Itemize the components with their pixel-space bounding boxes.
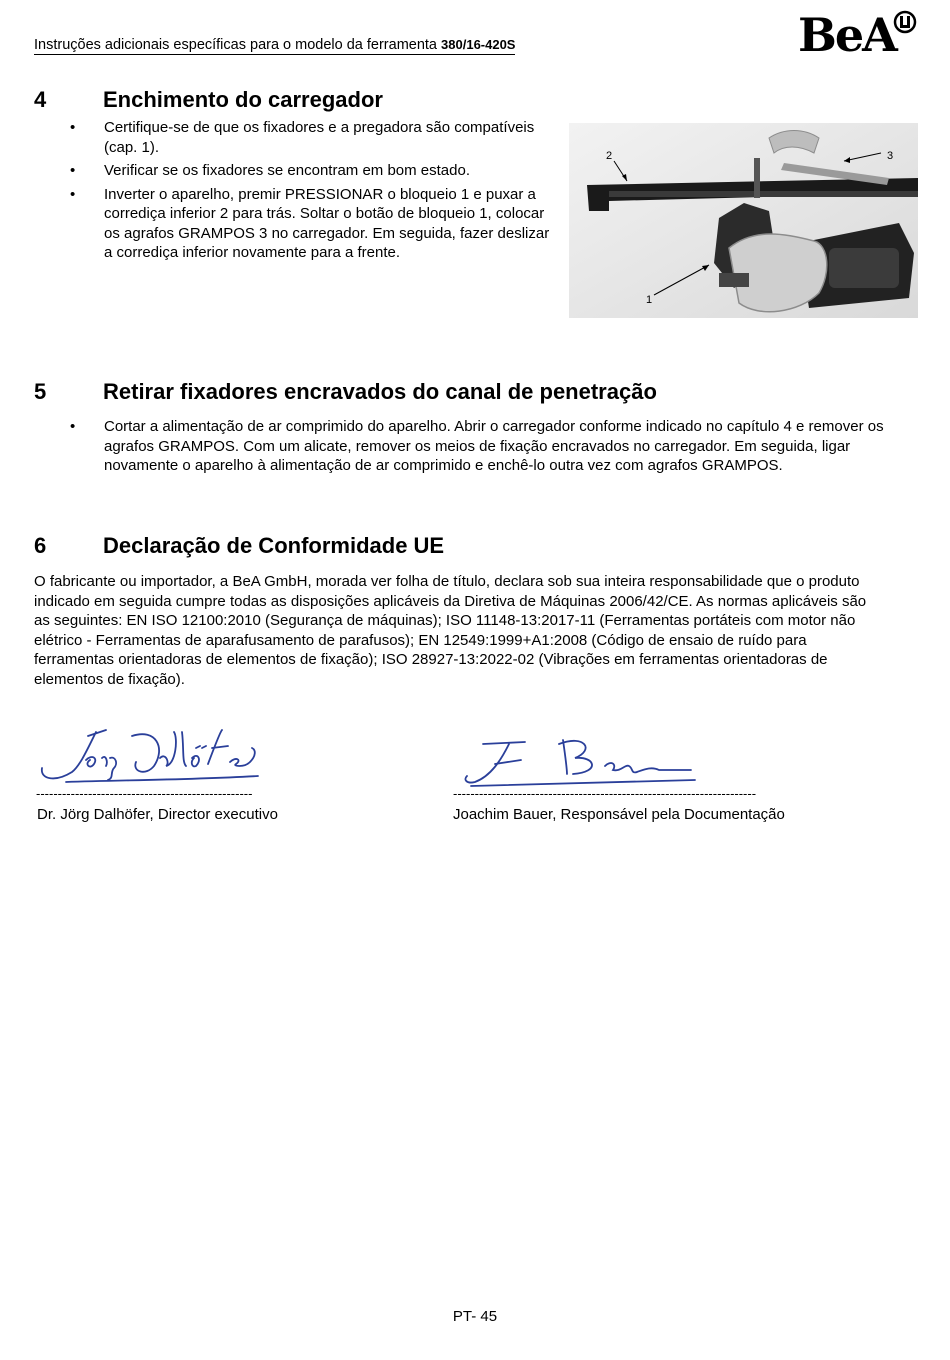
section-4-list	[60, 118, 560, 267]
callout-label: 1	[646, 294, 653, 306]
header-title-text: Instruções adicionais específicas para o modelo da ferramenta	[34, 37, 437, 53]
section-6-title: Declaração de Conformidade UE	[103, 533, 445, 558]
section-6-number: 6	[34, 533, 47, 558]
declaration-paragraph: O fabricante ou importador, a BeA GmbH, morada ver folha de título, declara sob sua inteira responsabilidade que o produto indicado em seguida cumpre todas as disposições aplicáveis da Diretiva de Máquinas 2006/42/CE. As normas aplicáveis são as seguintes: EN ISO 12100:2010 (Segurança de máquinas); ISO 11148-13:2017-11 (Ferramentas portáteis com motor não elétrico - Ferramentas de aparafusamento de parafusos); EN 12549:1999+A1:2008 (Código de ensaio de ruído para ferramentas orientadoras de elementos de fixação); ISO 28927-13:2022-02 (Vibrações em ferramentas orientadoras de elementos de fixação).	[34, 573, 867, 688]
section-5-title: Retirar fixadores encravados do canal de penetração	[103, 379, 657, 404]
svg-text:BeA: BeA	[798, 8, 896, 60]
list-item: • Cortar a alimentação de ar comprimido do aparelho. Abrir o carregador conforme indicado no capítulo 4 e remover os agrafos GRAMPOS. Com um alicate, remover os meios de fixação encravados no carregador. Em seguida, ligar novamente o aparelho à alimentação de ar comprimido e enchê-lo outra vez com agrafos GRAMPOS.	[70, 418, 884, 474]
callout-label: 3	[887, 150, 894, 162]
list-item: • Inverter o aparelho, premir PRESSIONAR o bloqueio 1 e puxar a corrediça inferior 2 para trás. Soltar o botão de bloqueio 1, colocar os agrafos GRAMPOS 3 no carregador. Em seguida, fazer deslizar a corrediça inferior novamente para a frente.	[70, 185, 550, 261]
signature-right	[455, 730, 705, 790]
section-4-title: Enchimento do carregador	[103, 87, 383, 112]
callout-label: 2	[606, 150, 613, 162]
signatory-left-name: Dr. Jörg Dalhöfer, Director executivo	[37, 806, 278, 823]
list-item: • Certifique-se de que os fixadores e a pregadora são compatíveis (cap. 1).	[70, 119, 535, 156]
section-4-number: 4	[34, 87, 47, 112]
magazine-loading-photo	[569, 123, 918, 318]
section-5-list	[60, 417, 895, 480]
signature-right-line: ----------------------------------------------------------------------	[453, 786, 757, 801]
page-number: PT- 45	[452, 1308, 498, 1325]
list-item: • Verificar se os fixadores se encontram em bom estado.	[70, 162, 471, 179]
header-model: 380/16-420S	[441, 37, 516, 52]
bea-logo	[796, 8, 920, 60]
signatory-right-name: Joachim Bauer, Responsável pela Documentação	[453, 806, 785, 823]
signature-left-line: --------------------------------------------------	[36, 786, 253, 801]
section-5-number: 5	[34, 379, 47, 404]
signature-left	[36, 718, 266, 790]
page-header	[34, 37, 515, 55]
